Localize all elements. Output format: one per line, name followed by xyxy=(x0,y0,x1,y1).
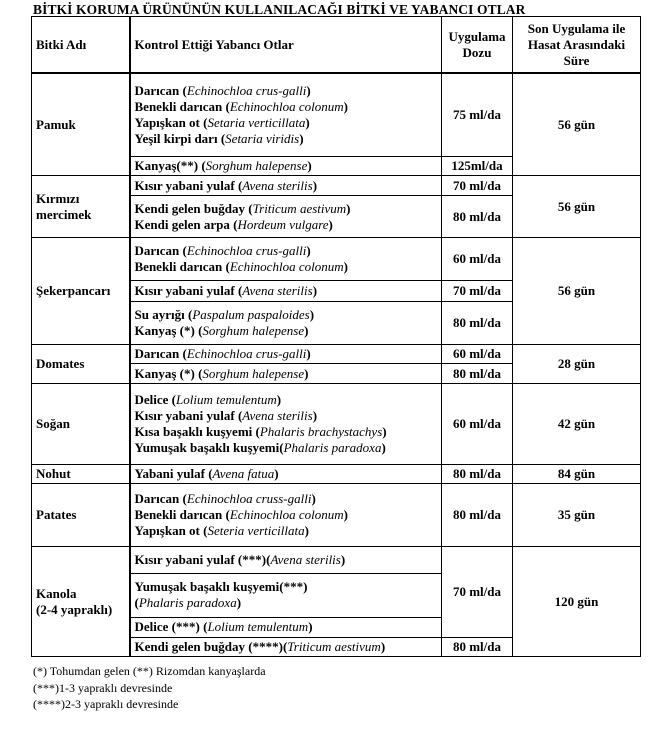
weed-list: Kendi gelen buğday (****)(Triticum aestivum) xyxy=(130,637,442,656)
table-row xyxy=(32,73,641,156)
dose: 60 ml/da xyxy=(442,345,513,364)
table-row xyxy=(32,464,641,483)
dose: 80 ml/da xyxy=(442,302,513,345)
dose: 60 ml/da xyxy=(442,238,513,281)
footnote: (****)2-3 yapraklı devresinde xyxy=(33,697,179,711)
preharvest-interval: 56 gün xyxy=(513,176,641,238)
weed-list: Delice (Lolium temulentum) Kısır yabani yulaf (Avena sterilis) Kısa başaklı kuşyemi (Phalaris brachystachys) Yumuşak başaklı kuşyemi(Phalaris paradoxa) xyxy=(130,383,442,464)
table-row xyxy=(32,547,641,573)
preharvest-interval: 35 gün xyxy=(513,484,641,547)
crop-name: Nohut xyxy=(32,464,130,483)
crop-name: Pamuk xyxy=(32,73,130,176)
weed-list: Darıcan (Echinochloa crus-galli) xyxy=(130,345,442,364)
footnotes xyxy=(33,663,266,713)
weed-list: Delice (***) (Lolium temulentum) xyxy=(130,618,442,637)
dose: 125ml/da xyxy=(442,157,513,176)
weed-list: Kısır yabani yulaf (***)(Avena sterilis) xyxy=(130,547,442,573)
weed-list: Kendi gelen buğday (Triticum aestivum) Kendi gelen arpa (Hordeum vulgare) xyxy=(130,195,442,238)
table-row xyxy=(32,383,641,464)
footnote: (*) Tohumdan gelen (**) Rizomdan kanyaşlarda xyxy=(33,664,266,678)
weed-list: Darıcan (Echinochloa cruss-galli) Benekli darıcan (Echinochloa colonum) Yapışkan ot (Seteria verticillata) xyxy=(130,484,442,547)
table-row xyxy=(32,484,641,547)
crop-name: Kırmızı mercimek xyxy=(32,176,130,238)
crop-name: Domates xyxy=(32,345,130,384)
weed-list: Kısır yabani yulaf (Avena sterilis) xyxy=(130,281,442,302)
dose: 70 ml/da xyxy=(442,176,513,195)
weed-list: Yumuşak başaklı kuşyemi(***) (Phalaris paradoxa) xyxy=(130,573,442,618)
weed-list: Yabani yulaf (Avena fatua) xyxy=(130,464,442,483)
header-dose: Uygulama Dozu xyxy=(442,17,513,74)
preharvest-interval: 56 gün xyxy=(513,73,641,176)
preharvest-interval: 84 gün xyxy=(513,464,641,483)
footnote: (***)1-3 yapraklı devresinde xyxy=(33,680,173,695)
dose: 80 ml/da xyxy=(442,484,513,547)
dose: 80 ml/da xyxy=(442,637,513,656)
weed-list: Su ayrığı (Paspalum paspaloides) Kanyaş (*) (Sorghum halepense) xyxy=(130,302,442,345)
preharvest-interval: 56 gün xyxy=(513,238,641,345)
weed-list: Darıcan (Echinochloa crus-galli) Benekli darıcan (Echinochloa colonum) xyxy=(130,238,442,281)
header-weeds: Kontrol Ettiği Yabancı Otlar xyxy=(130,17,442,74)
dose: 80 ml/da xyxy=(442,464,513,483)
dose: 80 ml/da xyxy=(442,195,513,238)
dose: 60 ml/da xyxy=(442,383,513,464)
herbicide-usage-table xyxy=(31,16,641,657)
weed-list: Darıcan (Echinochloa crus-galli) Benekli darıcan (Echinochloa colonum) Yapışkan ot (Setaria verticillata) Yeşil kirpi darı (Setaria viridis) xyxy=(130,73,442,156)
table-row xyxy=(32,176,641,195)
weed-list: Kısır yabani yulaf (Avena sterilis) xyxy=(130,176,442,195)
page-title: BİTKİ KORUMA ÜRÜNÜNÜN KULLANILACAĞI BİTKİ VE YABANCI OTLAR xyxy=(33,2,526,17)
table-row xyxy=(32,345,641,364)
table-row xyxy=(32,238,641,281)
weed-list: Kanyaş (*) (Sorghum halepense) xyxy=(130,364,442,383)
dose: 75 ml/da xyxy=(442,73,513,156)
dose: 70 ml/da xyxy=(442,281,513,302)
preharvest-interval: 28 gün xyxy=(513,345,641,384)
header-crop: Bitki Adı xyxy=(32,17,130,74)
crop-name: Şekerpancarı xyxy=(32,238,130,345)
table-header-row xyxy=(32,17,641,74)
dose: 80 ml/da xyxy=(442,364,513,383)
crop-name: Kanola (2-4 yapraklı) xyxy=(32,547,130,657)
weed-list: Kanyaş(**) (Sorghum halepense) xyxy=(130,157,442,176)
crop-name: Soğan xyxy=(32,383,130,464)
crop-name: Patates xyxy=(32,484,130,547)
preharvest-interval: 120 gün xyxy=(513,547,641,657)
preharvest-interval: 42 gün xyxy=(513,383,641,464)
header-preharvest-interval: Son Uygulama ile Hasat Arasındaki Süre xyxy=(513,17,641,74)
dose: 70 ml/da xyxy=(442,547,513,637)
